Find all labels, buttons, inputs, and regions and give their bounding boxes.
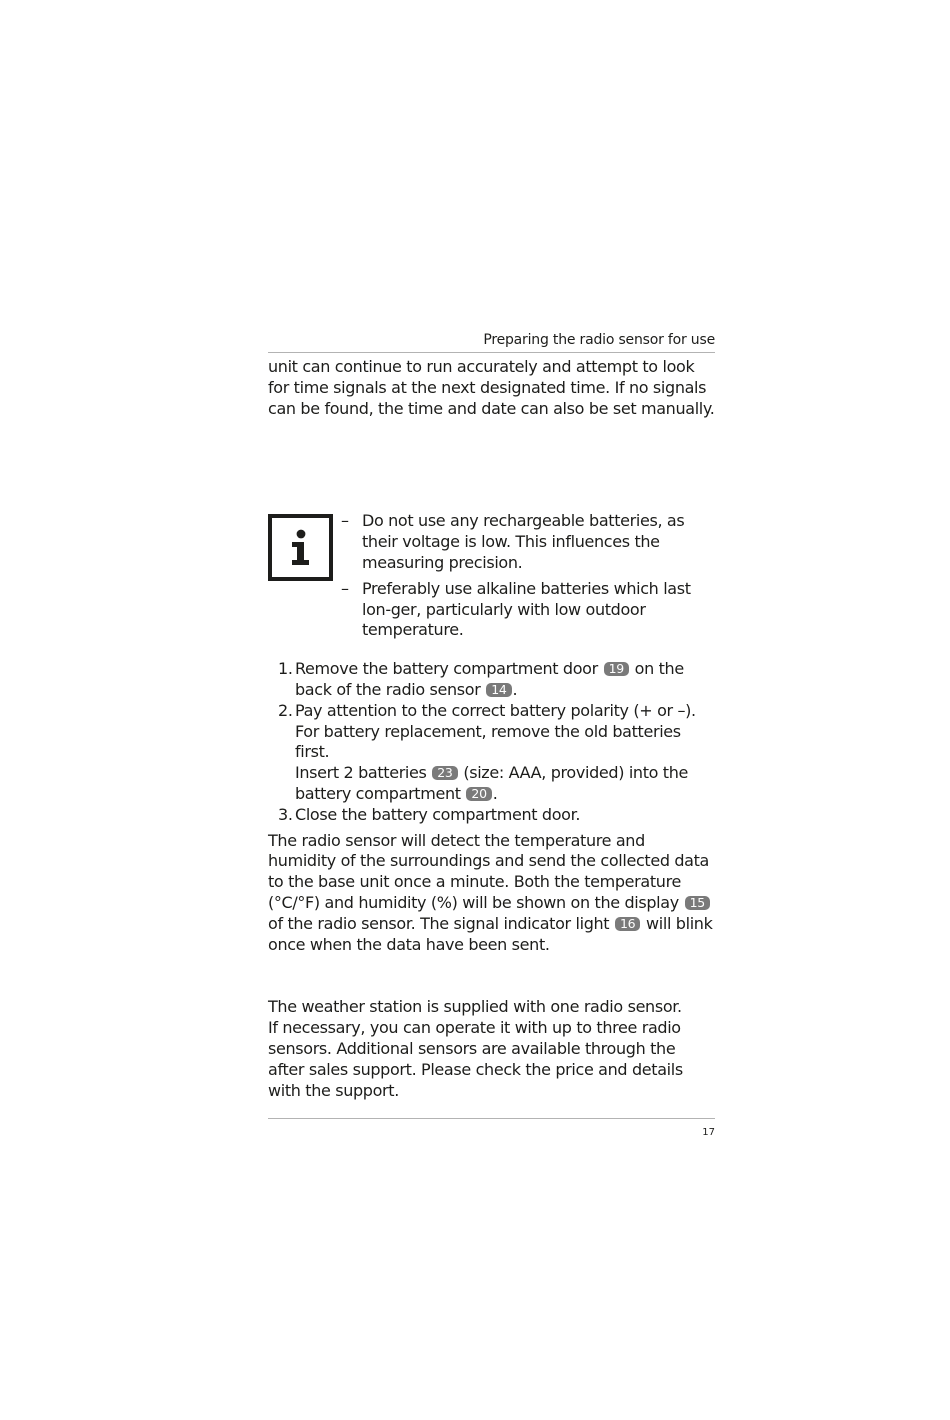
step-text: Close the battery compartment door. (295, 804, 581, 824)
steps-list (268, 659, 715, 825)
info-note (268, 511, 715, 641)
paragraph-line: The weather station is supplied with one radio sensor. (268, 997, 682, 1017)
manual-page (268, 330, 715, 1140)
dash-bullet: – (341, 578, 349, 598)
step-item (268, 701, 715, 805)
step-text: . (512, 679, 518, 699)
step-line: Pay attention to the correct battery polarity (+ or –). (295, 700, 696, 720)
step-number: 1. (278, 659, 293, 679)
info-item-text: Preferably use alkaline batteries which last lon-ger, particularly with low outdoor temperature. (362, 578, 691, 640)
footer-divider (268, 1118, 715, 1119)
part-number-badge: 16 (615, 917, 640, 931)
part-number-badge: 15 (685, 896, 710, 910)
part-number-badge: 23 (432, 766, 457, 780)
step-item (268, 659, 715, 701)
intro-paragraph: unit can continue to run accurately and attempt to look for time signals at the next designated time. If no signals can be found, the time and date can also be set manually. (268, 357, 715, 418)
step-text: . (492, 783, 498, 803)
paragraph-line: If necessary, you can operate it with up to three radio sensors. Additional sensors are available through the after sales support. Please check the price and details with the support. (268, 1018, 683, 1100)
paragraph-text: will blink once when the data have been sent. (268, 913, 713, 954)
info-item-text: Do not use any rechargeable batteries, as their voltage is low. This influences the measuring precision. (362, 511, 685, 572)
step-text: on the back of the radio sensor (295, 659, 684, 699)
step-item (268, 805, 715, 826)
paragraph-text: of the radio sensor. The signal indicator light (268, 913, 610, 933)
part-number-badge: 19 (604, 662, 629, 676)
part-number-badge: 14 (486, 683, 511, 697)
running-header: Preparing the radio sensor for use (268, 330, 715, 353)
step-text: (size: AAA, provided) into the battery compartment (295, 763, 689, 803)
detection-paragraph (268, 831, 715, 956)
info-list-item (341, 511, 715, 573)
page-number: 17 (702, 1127, 715, 1139)
part-number-badge: 20 (466, 787, 491, 801)
info-list (341, 511, 715, 641)
sensors-paragraph (268, 997, 715, 1101)
paragraph-text: The radio sensor will detect the temperature and humidity of the surroundings and send the collected data to the base unit once a minute. Both the temperature (°C/°F) and humidity (%) will be shown on the display (268, 830, 709, 912)
info-i-glyph (288, 529, 314, 567)
step-number: 3. (278, 804, 293, 824)
info-icon (268, 514, 333, 581)
dash-bullet: – (341, 511, 349, 531)
step-text: Remove the battery compartment door (295, 659, 598, 679)
info-list-item (341, 579, 715, 641)
step-line: For battery replacement, remove the old batteries first. (295, 721, 681, 762)
step-number: 2. (278, 700, 293, 720)
step-text: Insert 2 batteries (295, 763, 427, 783)
